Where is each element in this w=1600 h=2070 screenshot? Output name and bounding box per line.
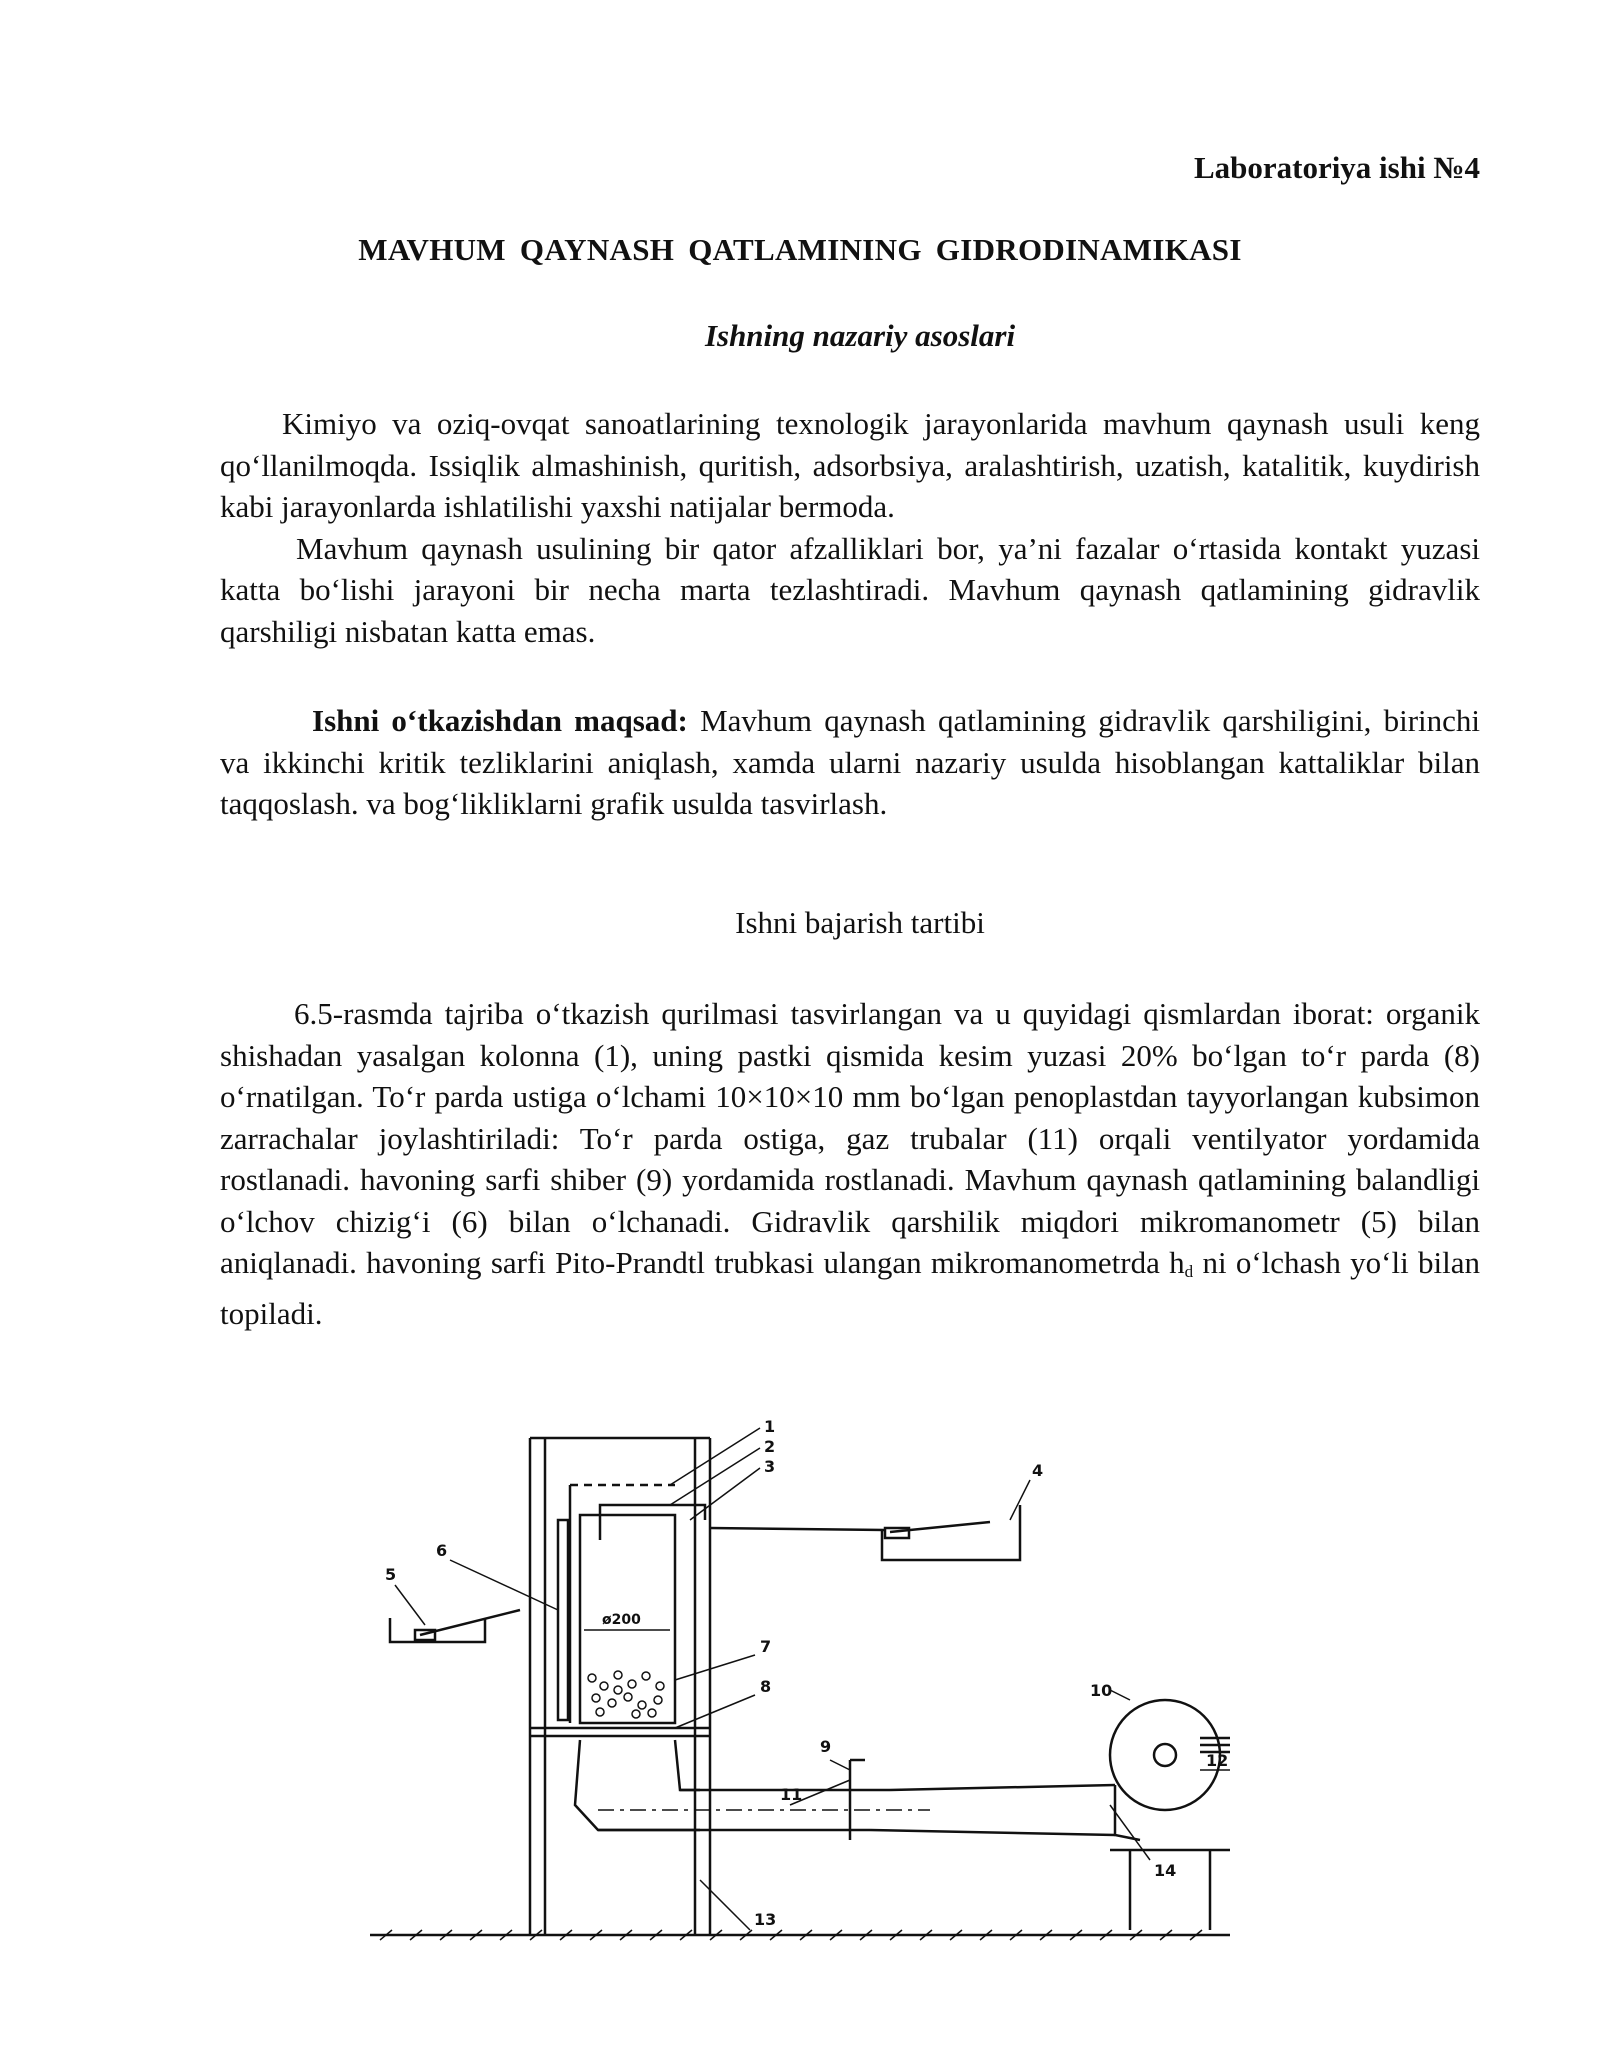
figure-label-14: 14 [1154,1861,1177,1880]
section-subtitle: Ishning nazariy asoslari [704,318,1016,353]
figure-label-10: 10 [1090,1681,1113,1700]
figure-label-13: 13 [754,1910,777,1929]
goal-section [220,700,1480,825]
apparatus-drawing [370,1410,1230,1970]
subscript-d: d [1184,1262,1194,1281]
page-title: MAVHUM QAYNASH QATLAMINING GIDRODINAMIKASI [358,232,1242,267]
goal-paragraph [220,700,1480,825]
figure-dimension-label: ø200 [602,1612,641,1628]
figure-label-11: 11 [780,1785,803,1804]
procedure-title: Ishni bajarish tartibi [735,905,985,940]
figure-label-9: 9 [820,1737,832,1756]
figure-label-4: 4 [1032,1461,1044,1480]
figure-label-7: 7 [760,1637,772,1656]
theory-paragraph-2: Mavhum qaynash usulining bir qator afzalliklari bor, ya’ni fazalar o‘rtasida kontakt yuzasi katta bo‘lishi jarayoni bir necha marta tezlashtiradi. Mavhum qaynash qatlamining gidravlik qarshiligi nisbatan katta emas. [220,530,1480,649]
goal-text: Mavhum qaynash qatlamining gidravlik qarshiligini, birinchi va ikkinchi kritik tezliklarini aniqlash, xamda ularni nazariy usulda hisoblangan kattaliklar bilan taqqoslash. va bog‘likliklarni grafik usulda tasvirlash. [220,703,1480,821]
figure-label-6: 6 [436,1541,448,1560]
figure-label-3: 3 [764,1457,776,1476]
apparatus-diagram [370,1410,1230,1970]
goal-label: Ishni o‘tkazishdan maqsad: [312,703,688,738]
theory-section [220,403,1480,652]
figure-label-12: 12 [1206,1751,1229,1770]
figure-label-2: 2 [764,1437,776,1456]
theory-paragraph-1: Kimiyo va oziq-ovqat sanoatlarining texnologik jarayonlarida mavhum qaynash usuli keng qo‘llanilmoqda. Issiqlik almashinish, quritish, adsorbsiya, aralashtirish, uzatish, katalitik, kuydirish kabi jarayonlarda ishlatilishi yaxshi natijalar bermoda. [220,406,1480,524]
procedure-paragraph [220,993,1480,1334]
figure-label-8: 8 [760,1677,772,1696]
figure-label-5: 5 [385,1565,397,1584]
lab-number: Laboratoriya ishi №4 [1193,150,1480,185]
figure-label-1: 1 [764,1417,776,1436]
procedure-section [220,993,1480,1334]
procedure-text: 6.5-rasmda tajriba o‘tkazish qurilmasi tasvirlangan va u quyidagi qismlardan iborat: organik shishadan yasalgan kolonna (1), uning pastki qismida kesim yuzasi 20% bo‘lgan to‘r parda (8) o‘rnatilgan. To‘r parda ustiga o‘lchami 10×10×10 mm bo‘lgan penoplastdan tayyorlangan kubsimon zarrachalar joylashtiriladi: To‘r parda ostiga, gaz trubalar (11) orqali ventilyator yordamida rostlanadi. havoning sarfi shiber (9) yordamida rostlanadi. Mavhum qaynash qatlamining balandligi o‘lchov chizig‘i (6) bilan o‘lchanadi. Gidravlik qarshilik miqdori mikromanometr (5) bilan aniqlanadi. havoning sarfi Pito-Prandtl trubkasi ulangan mikromanometrda h [220,996,1480,1280]
procedure-text-end: ni o‘lchash yo‘li bilan topiladi. [220,1245,1480,1331]
